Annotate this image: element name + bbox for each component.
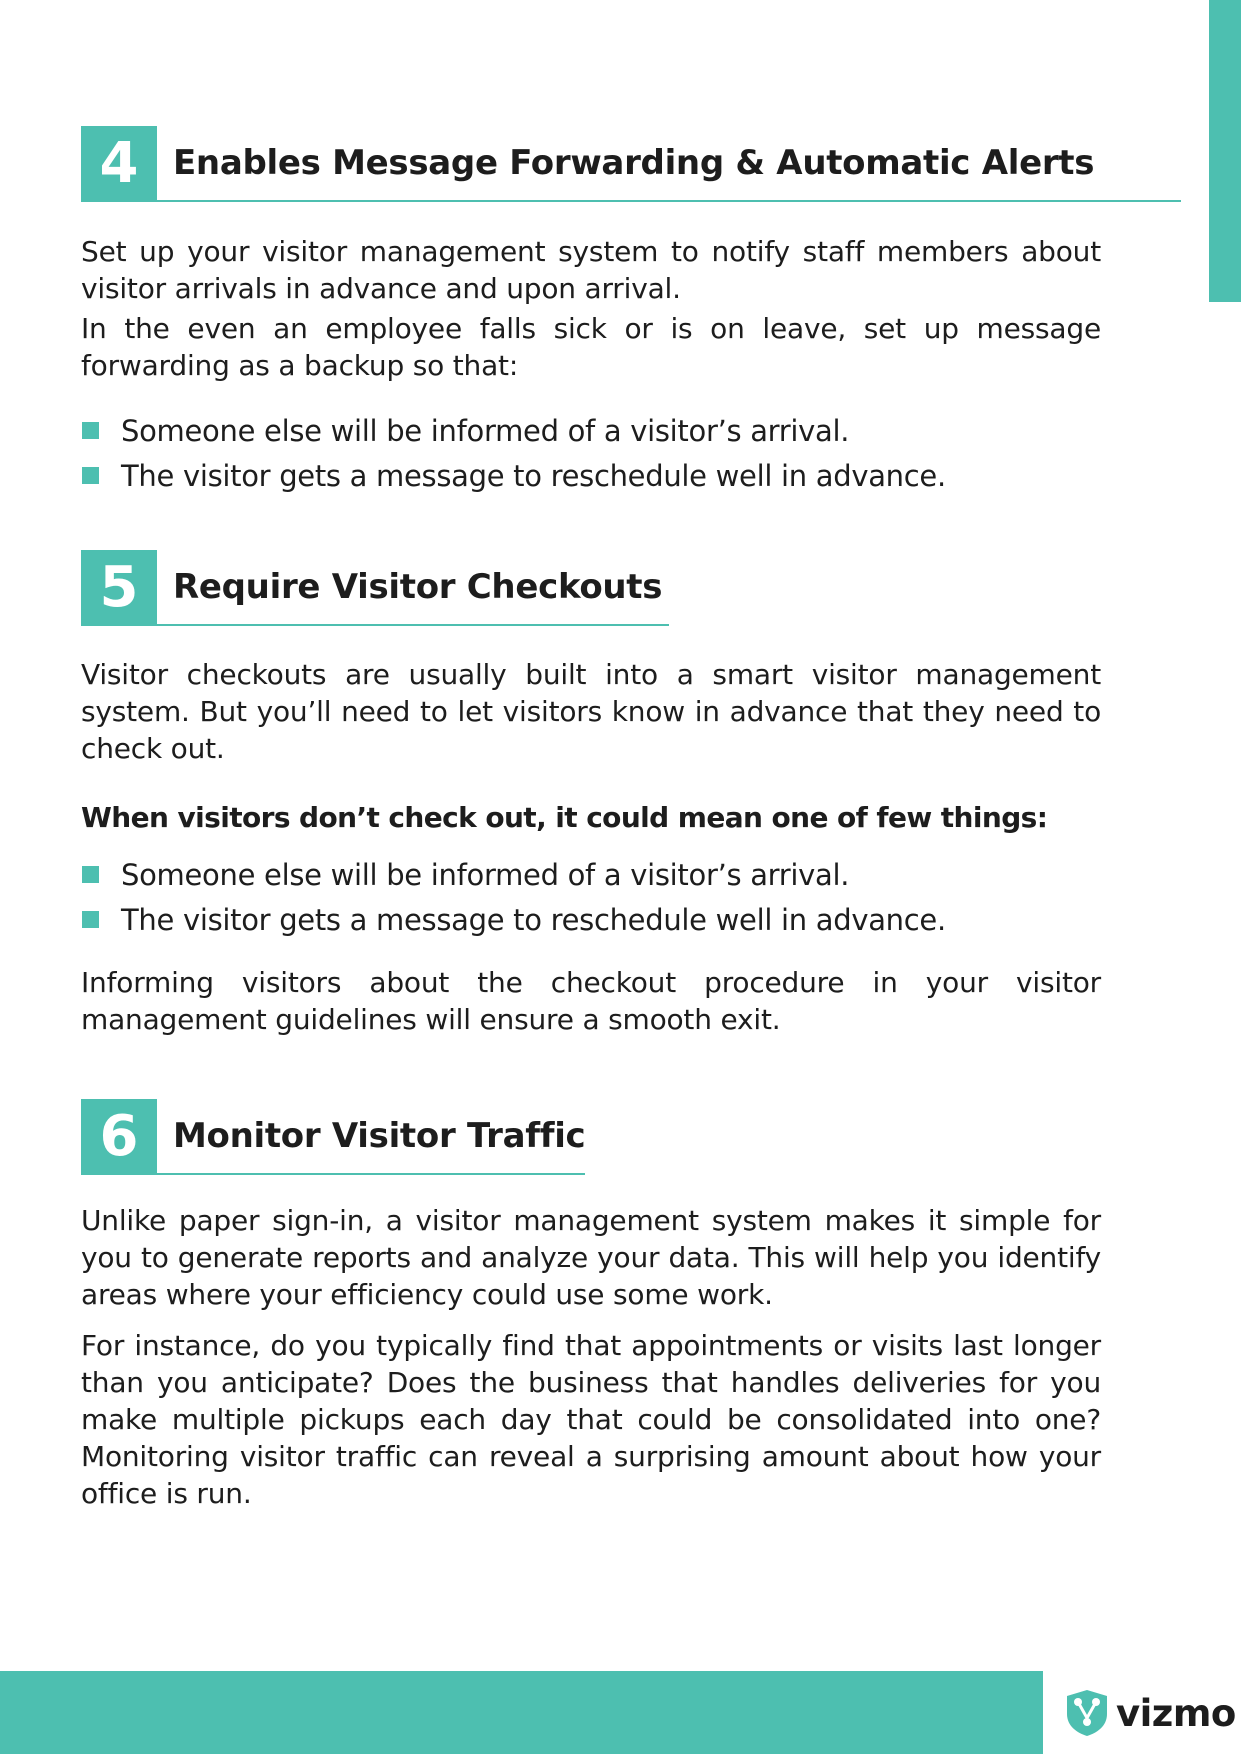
section-4-paragraph-1: Set up your visitor management system to notify staff members about visitor arrivals in advance and upon arrival. [81, 235, 1101, 305]
section-5-paragraph-1: Visitor checkouts are usually built into a smart visitor management system. But you’ll need to let visitors know in advance that they need to check out. [81, 658, 1101, 765]
section-5-heading [81, 550, 669, 626]
vizmo-logo [1064, 1688, 1236, 1738]
section-5-bullet-list [81, 852, 1121, 942]
section-title: Require Visitor Checkouts [173, 567, 663, 607]
section-title: Monitor Visitor Traffic [173, 1116, 586, 1156]
section-5-closing: Informing visitors about the checkout procedure in your visitor management guidelines will ensure a smooth exit. [81, 966, 1101, 1036]
section-number: 5 [81, 550, 157, 626]
bullet-square-icon [82, 911, 99, 928]
section-title-underline [157, 1099, 585, 1175]
section-4-paragraph-2: In the even an employee falls sick or is on leave, set up message forwarding as a backup so that: [81, 312, 1101, 382]
section-title-underline [157, 550, 669, 626]
list-item: Someone else will be informed of a visitor’s arrival. [81, 852, 1121, 897]
bullet-square-icon [82, 467, 99, 484]
section-number: 4 [81, 126, 157, 202]
section-4-bullet-list [81, 408, 1121, 498]
footer-bar [0, 1671, 1043, 1754]
right-accent-bar [1209, 0, 1241, 302]
section-6-heading [81, 1099, 585, 1175]
section-title: Enables Message Forwarding & Automatic Alerts [173, 143, 1095, 183]
bullet-square-icon [82, 422, 99, 439]
section-6-paragraph-2: For instance, do you typically find that appointments or visits last longer than you anticipate? Does the business that handles deliveries for you make multiple pickups each day that could be consolidated into one? Monitoring visitor traffic can reveal a surprising amount about how your office is run. [81, 1329, 1101, 1510]
section-4-heading [81, 126, 1181, 202]
logo-text: vizmo [1116, 1691, 1236, 1735]
vizmo-shield-icon [1064, 1688, 1110, 1738]
list-item: The visitor gets a message to reschedule well in advance. [81, 897, 1121, 942]
section-number: 6 [81, 1099, 157, 1175]
bullet-square-icon [82, 866, 99, 883]
list-item: Someone else will be informed of a visitor’s arrival. [81, 408, 1121, 453]
list-item: The visitor gets a message to reschedule well in advance. [81, 453, 1121, 498]
section-6-paragraph-1: Unlike paper sign-in, a visitor management system makes it simple for you to generate reports and analyze your data. This will help you identify areas where your efficiency could use some work. [81, 1204, 1101, 1311]
section-title-underline [157, 126, 1181, 202]
section-5-lead: When visitors don’t check out, it could mean one of few things: [81, 801, 1048, 834]
